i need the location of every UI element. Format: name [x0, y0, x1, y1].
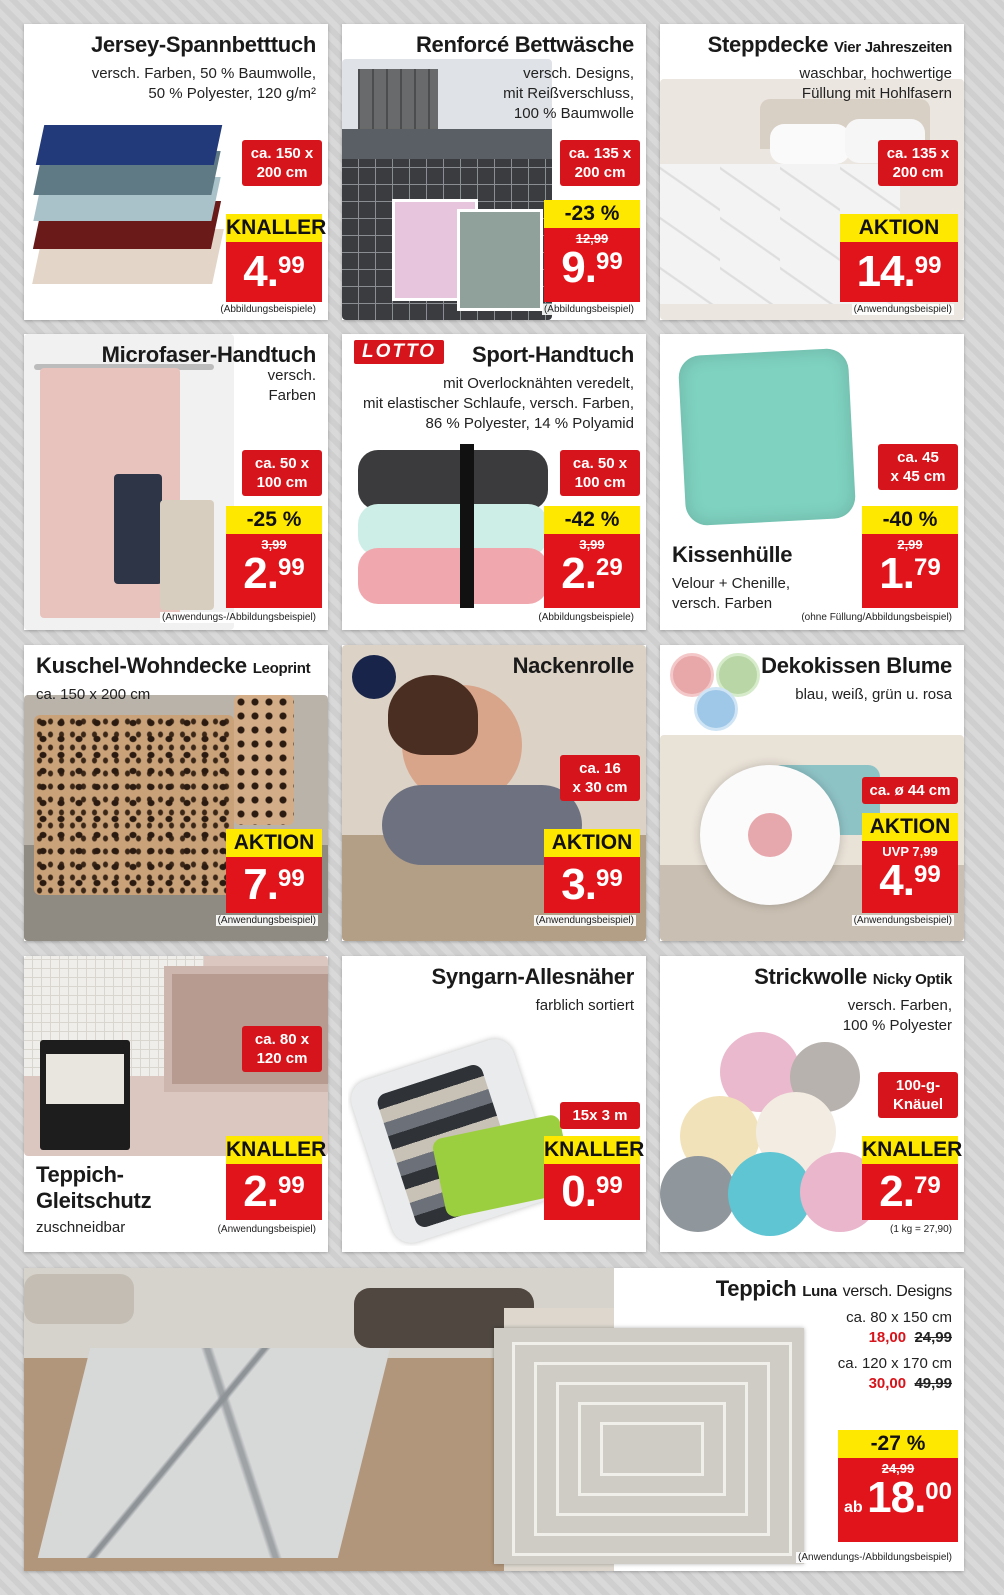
price-tag: 4.99: [226, 242, 322, 302]
product-title: Sport-Handtuch: [471, 342, 634, 367]
price-tag: 14.99: [840, 242, 958, 302]
product-title: Kuschel-Wohndecke Leoprint: [36, 653, 311, 678]
size-badge: 100-g- Knäuel: [878, 1072, 958, 1118]
size-badge: ca. 135 x 200 cm: [560, 140, 640, 186]
product-description: versch. Designs, mit Reißverschluss, 100 % Baumwolle: [503, 65, 634, 122]
size-badge: ca. 135 x 200 cm: [878, 140, 958, 186]
size-badge: ca. ø 44 cm: [862, 777, 958, 804]
product-description: versch. Farben, 100 % Polyester: [842, 997, 952, 1034]
product-title: Teppich- Gleitschutz: [36, 1162, 152, 1213]
discount-label: -40 %: [862, 506, 958, 534]
product-title: Dekokissen Blume: [761, 653, 952, 678]
product-description: mit Overlocknähten veredelt, mit elastischer Schlaufe, versch. Farben, 86 % Polyester, 14 % Polyamid: [363, 375, 634, 432]
deal-label: AKTION: [862, 813, 958, 841]
product-card-strickwolle[interactable]: [660, 956, 964, 1252]
size-badge: ca. 80 x 120 cm: [242, 1026, 322, 1072]
product-card-spannbetttuch[interactable]: [24, 24, 328, 320]
product-card-teppich-luna[interactable]: [24, 1268, 964, 1571]
product-title: Kissenhülle: [672, 542, 793, 567]
product-description: blau, weiß, grün u. rosa: [795, 686, 952, 703]
product-image: [660, 1026, 880, 1252]
price-tag: 0.99: [544, 1164, 640, 1220]
image-note: (Anwendungsbeispiel): [853, 915, 952, 926]
product-card-microfaser-handtuch[interactable]: [24, 334, 328, 630]
product-description: zuschneidbar: [36, 1219, 126, 1236]
deal-label: AKTION: [840, 214, 958, 242]
discount-label: -23 %: [544, 200, 640, 228]
image-note: (Anwendungsbeispiel): [217, 1224, 316, 1235]
product-card-steppdecke[interactable]: [660, 24, 964, 320]
image-note: (Abbildungsbeispiele): [220, 304, 316, 315]
product-image: [24, 334, 234, 630]
deal-label: AKTION: [226, 829, 322, 857]
deal-label: KNALLER: [226, 214, 322, 242]
deal-label: KNALLER: [862, 1136, 958, 1164]
price-tag: UVP 7,99 4.99: [862, 841, 958, 913]
product-title: Nackenrolle: [512, 653, 634, 678]
product-card-kissenhuelle[interactable]: [660, 334, 964, 630]
product-description: farblich sortiert: [535, 997, 634, 1014]
product-card-sport-handtuch[interactable]: [342, 334, 646, 630]
discount-label: -42 %: [544, 506, 640, 534]
product-card-allesnaeher[interactable]: [342, 956, 646, 1252]
product-image: [670, 344, 870, 534]
price-tag: 12,99 9.99: [544, 228, 640, 302]
product-title: Steppdecke Vier Jahreszeiten: [707, 32, 952, 57]
image-note: (Abbildungsbeispiele): [538, 612, 634, 623]
image-note: (Abbildungsbeispiel): [543, 304, 634, 315]
image-note: (Anwendungsbeispiel): [217, 915, 316, 926]
price-tag: 2.99: [226, 1164, 322, 1220]
product-title: Teppich Luna versch. Designs: [715, 1276, 952, 1301]
product-title: Strickwolle Nicky Optik: [754, 964, 952, 989]
product-title: Syngarn-Allesnäher: [431, 964, 634, 989]
product-description: waschbar, hochwertige Füllung mit Hohlfasern: [799, 65, 952, 102]
deal-label: KNALLER: [226, 1136, 322, 1164]
discount-label: -27 %: [838, 1430, 958, 1458]
price-tag: 2,99 1.79: [862, 534, 958, 608]
product-title: Microfaser-Handtuch: [101, 342, 316, 367]
image-note: (Anwendungsbeispiel): [535, 915, 634, 926]
product-description: versch. Farben, 50 % Baumwolle, 50 % Polyester, 120 g/m²: [91, 65, 316, 102]
brand-logo: LOTTO: [354, 340, 444, 364]
product-image: [348, 444, 558, 624]
product-card-nackenrolle[interactable]: [342, 645, 646, 941]
product-card-dekokissen-blume[interactable]: [660, 645, 964, 941]
product-description: ca. 150 x 200 cm: [36, 686, 151, 703]
product-image: [32, 119, 232, 314]
size-badge: ca. 50 x 100 cm: [560, 450, 640, 496]
unit-price-note: (1 kg = 27,90): [890, 1224, 952, 1235]
product-card-teppich-gleitschutz[interactable]: [24, 956, 328, 1252]
image-note: (Anwendungs-/Abbildungsbeispiel): [162, 612, 316, 623]
product-title: Jersey-Spannbetttuch: [90, 32, 316, 57]
product-title: Renforcé Bettwäsche: [415, 32, 634, 57]
color-swatch: [694, 687, 738, 731]
product-description: Velour + Chenille, versch. Farben: [672, 575, 790, 612]
size-badge: ca. 16 x 30 cm: [560, 755, 640, 801]
deal-label: AKTION: [544, 829, 640, 857]
image-note: (Anwendungsbeispiel): [853, 304, 952, 315]
color-swatch: [352, 655, 396, 699]
price-tag: 3,99 2.29: [544, 534, 640, 608]
deal-label: KNALLER: [544, 1136, 640, 1164]
size-badge: ca. 50 x 100 cm: [242, 450, 322, 496]
size-badge: 15x 3 m: [560, 1102, 640, 1129]
product-card-bettwaesche[interactable]: [342, 24, 646, 320]
price-tag: 2.79: [862, 1164, 958, 1220]
price-tag: 3,99 2.99: [226, 534, 322, 608]
price-tag: 7.99: [226, 857, 322, 913]
size-badge: ca. 150 x 200 cm: [242, 140, 322, 186]
discount-label: -25 %: [226, 506, 322, 534]
rug-design-image: [494, 1328, 804, 1564]
price-tag: 24,99 ab 18.00: [838, 1458, 958, 1542]
price-tag: 3.99: [544, 857, 640, 913]
product-card-wohndecke[interactable]: [24, 645, 328, 941]
image-note: (Anwendungs-/Abbildungsbeispiel): [798, 1552, 952, 1563]
size-badge: ca. 45 x 45 cm: [878, 444, 958, 490]
product-description: versch. Farben: [267, 367, 316, 404]
image-note: (ohne Füllung/Abbildungsbeispiel): [801, 612, 952, 623]
variant-list: ca. 80 x 150 cm 18,00 24,99 ca. 120 x 170 cm 30,00 49,99: [837, 1309, 952, 1392]
